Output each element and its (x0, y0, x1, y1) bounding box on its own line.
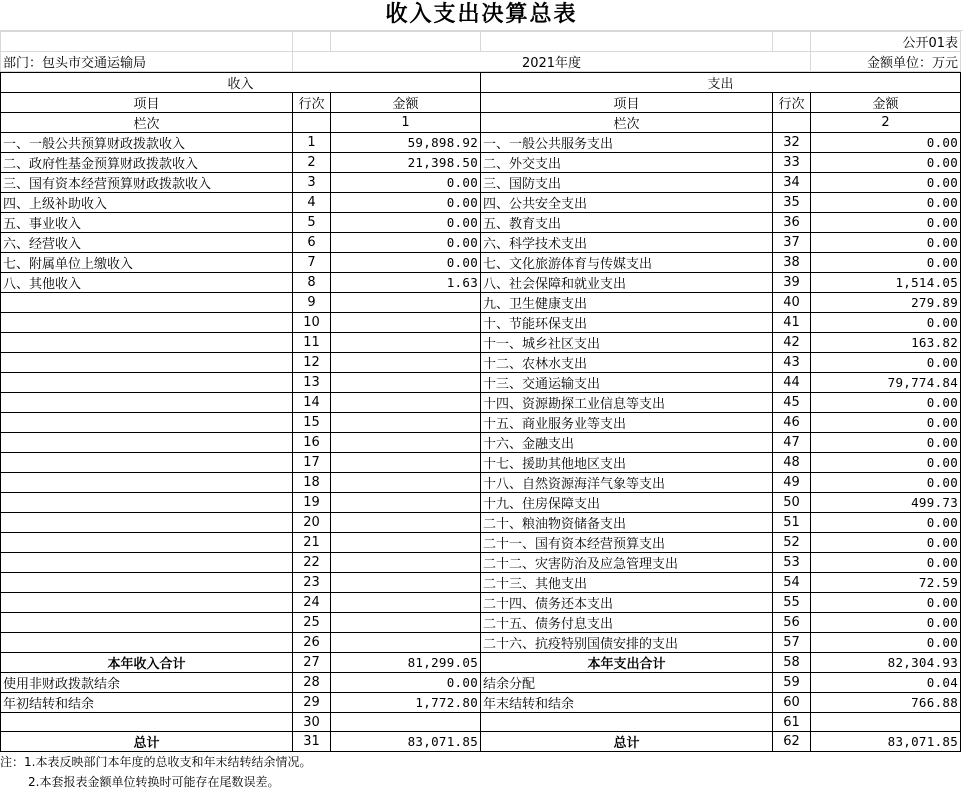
expense-rowno: 32 (773, 133, 811, 153)
section-header-row (1, 73, 961, 93)
income-rowno: 17 (293, 453, 331, 473)
income-amount: 0.00 (331, 253, 481, 273)
expense-rowno: 33 (773, 153, 811, 173)
table-row (1, 533, 961, 553)
income-rowno: 25 (293, 613, 331, 633)
income-amount (331, 553, 481, 573)
table-footer (1, 653, 961, 673)
table-row (1, 613, 961, 633)
expense-rowno: 42 (773, 333, 811, 353)
expense-item: 十七、援助其他地区支出 (481, 453, 773, 473)
income-item: 五、事业收入 (1, 213, 293, 233)
expense-rowno: 54 (773, 573, 811, 593)
expense-rowno: 56 (773, 613, 811, 633)
income-amount: 1,772.80 (331, 693, 481, 713)
income-rowno: 24 (293, 593, 331, 613)
income-rowno: 30 (293, 713, 331, 732)
income-item (1, 513, 293, 533)
income-rowno: 19 (293, 493, 331, 513)
expense-item: 结余分配 (481, 673, 773, 693)
income-rowno: 29 (293, 693, 331, 713)
expense-item: 六、科学技术支出 (481, 233, 773, 253)
year-income-total-rowno: 27 (293, 653, 331, 673)
income-amount (331, 493, 481, 513)
expense-amount: 0.00 (811, 633, 961, 653)
table-row (1, 513, 961, 533)
report-title: 收入支出决算总表 (0, 0, 963, 31)
income-amount (331, 413, 481, 433)
income-item (1, 433, 293, 453)
income-item: 二、政府性基金预算财政拨款收入 (1, 153, 293, 173)
expense-amount: 499.73 (811, 493, 961, 513)
income-rowno: 22 (293, 553, 331, 573)
income-rowno: 10 (293, 313, 331, 333)
expense-rowno-header: 行次 (773, 93, 811, 113)
expense-item: 二十二、灾害防治及应急管理支出 (481, 553, 773, 573)
expense-rowno: 46 (773, 413, 811, 433)
balance-rows (1, 673, 961, 732)
income-item: 八、其他收入 (1, 273, 293, 293)
income-item (1, 393, 293, 413)
income-amount (331, 513, 481, 533)
table-body (1, 133, 961, 653)
year-expense-total-label: 本年支出合计 (481, 653, 773, 673)
expense-amount: 279.89 (811, 293, 961, 313)
income-item (1, 713, 293, 732)
grand-income-total-label: 总计 (1, 732, 293, 752)
income-rowno: 8 (293, 273, 331, 293)
income-amount: 59,898.92 (331, 133, 481, 153)
expense-rowno: 44 (773, 373, 811, 393)
expense-item: 十五、商业服务业等支出 (481, 413, 773, 433)
year-expense-total-amount: 82,304.93 (811, 653, 961, 673)
income-item: 三、国有资本经营预算财政拨款收入 (1, 173, 293, 193)
income-item (1, 593, 293, 613)
expense-item: 二十四、债务还本支出 (481, 593, 773, 613)
table-row (1, 473, 961, 493)
expense-rowno: 45 (773, 393, 811, 413)
expense-rowno: 34 (773, 173, 811, 193)
income-amount (331, 473, 481, 493)
table-row (1, 593, 961, 613)
expense-item: 二十五、债务付息支出 (481, 613, 773, 633)
table-row (1, 493, 961, 513)
income-item (1, 453, 293, 473)
income-column-label: 栏次 (1, 113, 293, 133)
expense-item: 年末结转和结余 (481, 693, 773, 713)
income-amount (331, 633, 481, 653)
income-item-header: 项目 (1, 93, 293, 113)
year-total-row (1, 653, 961, 673)
expense-rowno: 36 (773, 213, 811, 233)
expense-item: 十三、交通运输支出 (481, 373, 773, 393)
income-amount: 0.00 (331, 173, 481, 193)
income-amount (331, 613, 481, 633)
income-amount (331, 393, 481, 413)
income-item: 使用非财政拨款结余 (1, 673, 293, 693)
income-rowno: 6 (293, 233, 331, 253)
income-item (1, 633, 293, 653)
table-row (1, 233, 961, 253)
expense-amount: 0.00 (811, 513, 961, 533)
fiscal-year: 2021年度 (293, 52, 811, 72)
grand-income-total-amount: 83,071.85 (331, 732, 481, 752)
expense-item: 五、教育支出 (481, 213, 773, 233)
expense-rowno: 47 (773, 433, 811, 453)
expense-item-header: 项目 (481, 93, 773, 113)
income-rowno: 2 (293, 153, 331, 173)
expense-rowno: 37 (773, 233, 811, 253)
income-item (1, 533, 293, 553)
expense-amount-header: 金额 (811, 93, 961, 113)
grand-income-total-rowno: 31 (293, 732, 331, 752)
income-amount (331, 593, 481, 613)
expense-item: 四、公共安全支出 (481, 193, 773, 213)
income-item (1, 573, 293, 593)
income-rowno: 14 (293, 393, 331, 413)
income-amount: 0.00 (331, 193, 481, 213)
expense-rowno: 51 (773, 513, 811, 533)
expense-amount: 0.00 (811, 433, 961, 453)
income-rowno: 28 (293, 673, 331, 693)
expense-item: 十一、城乡社区支出 (481, 333, 773, 353)
income-rowno: 26 (293, 633, 331, 653)
grand-total-section (1, 732, 961, 752)
income-item (1, 613, 293, 633)
unit-label: 金额单位：万元 (811, 52, 961, 72)
expense-amount: 0.00 (811, 413, 961, 433)
meta-table (0, 31, 961, 72)
expense-amount: 0.00 (811, 313, 961, 333)
income-rowno: 9 (293, 293, 331, 313)
expense-rowno: 55 (773, 593, 811, 613)
income-rowno: 5 (293, 213, 331, 233)
expense-rowno: 61 (773, 713, 811, 732)
expense-amount: 0.00 (811, 173, 961, 193)
income-amount: 1.63 (331, 273, 481, 293)
form-code-row (1, 32, 961, 52)
expense-item: 二十六、抗疫特别国债安排的支出 (481, 633, 773, 653)
income-rowno: 3 (293, 173, 331, 193)
table-row (1, 413, 961, 433)
table-row (1, 133, 961, 153)
income-amount: 0.00 (331, 673, 481, 693)
expense-amount (811, 713, 961, 732)
note-2: 2.本套报表金额单位转换时可能存在尾数误差。 (28, 775, 280, 789)
income-item (1, 413, 293, 433)
income-amount (331, 713, 481, 732)
table-row (1, 573, 961, 593)
year-expense-total-rowno: 58 (773, 653, 811, 673)
income-amount: 21,398.50 (331, 153, 481, 173)
expense-item: 十二、农林水支出 (481, 353, 773, 373)
income-rowno: 11 (293, 333, 331, 353)
expense-rowno: 50 (773, 493, 811, 513)
expense-amount: 0.00 (811, 593, 961, 613)
table-row (1, 193, 961, 213)
income-item: 四、上级补助收入 (1, 193, 293, 213)
table-row (1, 633, 961, 653)
table-row (1, 393, 961, 413)
income-rowno: 15 (293, 413, 331, 433)
expense-item: 十六、金融支出 (481, 433, 773, 453)
table-row (1, 293, 961, 313)
note-1: 注：1.本表反映部门本年度的总收支和年末结转结余情况。 (0, 755, 312, 769)
expense-amount: 766.88 (811, 693, 961, 713)
year-income-total-amount: 81,299.05 (331, 653, 481, 673)
table-row (1, 673, 961, 693)
income-rowno-header: 行次 (293, 93, 331, 113)
table-row (1, 273, 961, 293)
expense-item: 七、文化旅游体育与传媒支出 (481, 253, 773, 273)
expense-amount: 0.00 (811, 193, 961, 213)
income-rowno: 20 (293, 513, 331, 533)
expense-amount: 0.00 (811, 393, 961, 413)
income-item (1, 493, 293, 513)
table-row (1, 693, 961, 713)
income-amount (331, 313, 481, 333)
expense-item: 二十、粮油物资储备支出 (481, 513, 773, 533)
expense-item: 二十三、其他支出 (481, 573, 773, 593)
expense-rowno: 40 (773, 293, 811, 313)
income-amount (331, 373, 481, 393)
table-row (1, 433, 961, 453)
income-item: 一、一般公共预算财政拨款收入 (1, 133, 293, 153)
table-row (1, 153, 961, 173)
income-rowno: 21 (293, 533, 331, 553)
expense-amount: 0.00 (811, 133, 961, 153)
income-item (1, 313, 293, 333)
income-rowno: 13 (293, 373, 331, 393)
expense-amount: 1,514.05 (811, 273, 961, 293)
table-row (1, 333, 961, 353)
expense-rowno: 39 (773, 273, 811, 293)
expense-rowno: 48 (773, 453, 811, 473)
expense-item: 二、外交支出 (481, 153, 773, 173)
income-rowno: 1 (293, 133, 331, 153)
expense-amount: 0.04 (811, 673, 961, 693)
income-item: 年初结转和结余 (1, 693, 293, 713)
income-rowno: 4 (293, 193, 331, 213)
expense-rowno: 38 (773, 253, 811, 273)
column-header-row (1, 93, 961, 113)
expense-item: 二十一、国有资本经营预算支出 (481, 533, 773, 553)
expense-item: 十八、自然资源海洋气象等支出 (481, 473, 773, 493)
expense-rowno: 41 (773, 313, 811, 333)
expense-item (481, 713, 773, 732)
income-item: 六、经营收入 (1, 233, 293, 253)
department-label: 部门：包头市交通运输局 (1, 52, 293, 72)
table-row (1, 313, 961, 333)
table-row (1, 553, 961, 573)
income-rowno: 18 (293, 473, 331, 493)
expense-amount: 0.00 (811, 453, 961, 473)
expense-amount: 0.00 (811, 473, 961, 493)
expense-amount: 0.00 (811, 553, 961, 573)
income-amount (331, 433, 481, 453)
grand-expense-total-label: 总计 (481, 732, 773, 752)
income-amount (331, 333, 481, 353)
table-row (1, 213, 961, 233)
expense-amount: 72.59 (811, 573, 961, 593)
expense-amount: 0.00 (811, 533, 961, 553)
expense-amount: 0.00 (811, 353, 961, 373)
expense-amount: 0.00 (811, 253, 961, 273)
income-item: 七、附属单位上缴收入 (1, 253, 293, 273)
income-amount: 0.00 (331, 213, 481, 233)
table-row (1, 253, 961, 273)
table-row (1, 373, 961, 393)
grand-expense-total-amount: 83,071.85 (811, 732, 961, 752)
income-item (1, 293, 293, 313)
income-rowno: 12 (293, 353, 331, 373)
expense-rowno: 53 (773, 553, 811, 573)
grand-total-row (1, 732, 961, 752)
income-item (1, 353, 293, 373)
expense-rowno: 52 (773, 533, 811, 553)
expense-amount: 0.00 (811, 153, 961, 173)
income-rowno: 16 (293, 433, 331, 453)
expense-amount: 0.00 (811, 213, 961, 233)
expense-rowno: 57 (773, 633, 811, 653)
income-amount: 0.00 (331, 233, 481, 253)
income-column-index: 1 (331, 113, 481, 133)
form-code: 公开01表 (811, 32, 961, 52)
income-amount (331, 353, 481, 373)
expense-item: 十、节能环保支出 (481, 313, 773, 333)
table-row (1, 173, 961, 193)
year-income-total-label: 本年收入合计 (1, 653, 293, 673)
expense-item: 三、国防支出 (481, 173, 773, 193)
expense-item: 九、卫生健康支出 (481, 293, 773, 313)
expense-rowno: 35 (773, 193, 811, 213)
expense-rowno: 43 (773, 353, 811, 373)
expense-column-index: 2 (811, 113, 961, 133)
summary-table (0, 72, 961, 752)
notes (0, 752, 963, 792)
expense-amount: 0.00 (811, 613, 961, 633)
expense-header: 支出 (481, 73, 961, 93)
income-header: 收入 (1, 73, 481, 93)
income-rowno: 7 (293, 253, 331, 273)
expense-item: 十九、住房保障支出 (481, 493, 773, 513)
expense-item: 十四、资源勘探工业信息等支出 (481, 393, 773, 413)
income-amount (331, 453, 481, 473)
expense-item: 一、一般公共服务支出 (481, 133, 773, 153)
income-amount (331, 533, 481, 553)
table-row (1, 353, 961, 373)
income-item (1, 333, 293, 353)
expense-rowno: 59 (773, 673, 811, 693)
income-amount-header: 金额 (331, 93, 481, 113)
income-amount (331, 573, 481, 593)
column-index-row (1, 113, 961, 133)
expense-rowno: 49 (773, 473, 811, 493)
income-item (1, 373, 293, 393)
income-amount (331, 293, 481, 313)
expense-amount: 163.82 (811, 333, 961, 353)
income-rowno: 23 (293, 573, 331, 593)
income-item (1, 473, 293, 493)
table-row (1, 713, 961, 732)
expense-amount: 0.00 (811, 233, 961, 253)
expense-column-label: 栏次 (481, 113, 773, 133)
expense-amount: 79,774.84 (811, 373, 961, 393)
income-item (1, 553, 293, 573)
grand-expense-total-rowno: 62 (773, 732, 811, 752)
table-row (1, 453, 961, 473)
meta-row (1, 52, 961, 72)
expense-item: 八、社会保障和就业支出 (481, 273, 773, 293)
expense-rowno: 60 (773, 693, 811, 713)
